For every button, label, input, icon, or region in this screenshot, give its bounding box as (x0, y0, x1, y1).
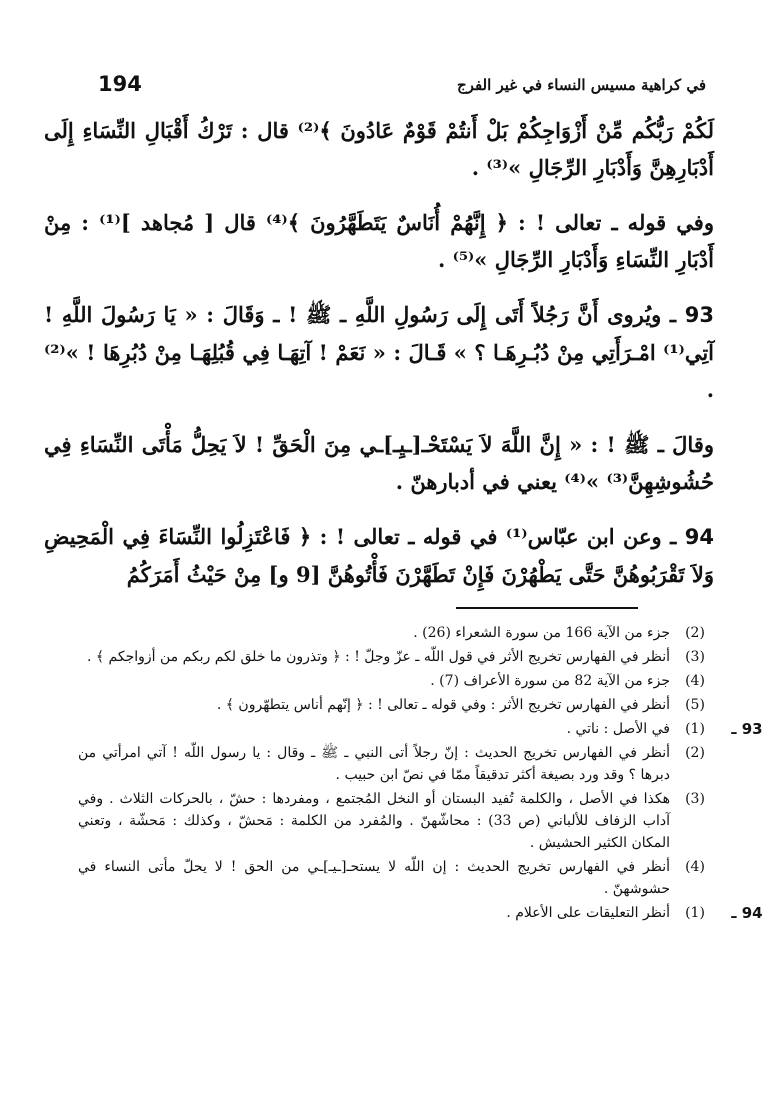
hadith-94 (44, 518, 714, 593)
footnote-group-label: 93 ـ (731, 720, 763, 738)
footnote (78, 646, 714, 668)
footnote-text: جزء من الآية 82 من سورة الأعراف (7) . (430, 673, 670, 689)
paragraph: وقالَ ـ ﷺ ! : « إِنَّ اللَّهَ لاَ يَسْتَحْـ[ـيِـ]ـي مِنَ الْحَقِّ ! لاَ يَحِلُّ مَأْتَى النِّسَاءِ فِي حُشُوشِهِنَّ⁽³⁾ »⁽⁴⁾ يعني في أدبارهنّ . (44, 432, 714, 494)
footnote (78, 670, 714, 692)
footnote (78, 856, 714, 900)
footnote (78, 622, 714, 644)
footnote-number: (4) (685, 673, 705, 689)
footnote-number: (5) (685, 697, 705, 713)
footnote-group-label: 94 ـ (731, 904, 763, 922)
footnote (78, 718, 714, 740)
footnote-number: (2) (685, 745, 705, 761)
page-number: 194 (98, 72, 142, 96)
footnote-divider (456, 607, 638, 609)
page-header (40, 72, 714, 108)
footnote-text: هكذا في الأصل ، والكلمة تُفيد البستان أو النخل المُجتمع ، ومفردها : حشّ ، بالحركات الثلاث . وفي آداب الزفاف للألباني (ص 33) : محاشّهنّ . والمُفرد من الكلمة : مَحشّ ، وكذلك : مَحشّة ، وتعني المكان الكثير الحشيش . (78, 791, 670, 851)
footnote-text: أنظر التعليقات على الأعلام . (506, 905, 670, 921)
hadith-number: 94 (684, 525, 714, 549)
footnote-text: في الأصل : ناتي . (566, 721, 670, 737)
footnote-text: أنظر في الفهارس تخريج الأثر في قول اللّه ـ عزّ وجلّ ! : ﴿ وتذرون ما خلق لكم ربكم من أزواجكم ﴾ . (86, 649, 670, 665)
hadith-text: ـ ويُروى أَنَّ رَجُلاً أَتَى إِلَى رَسُولِ اللَّهِ ـ ﷺ ! ـ وَقَالَ : « يَا رَسُولَ اللَّهِ ! آتِي⁽¹⁾ امْـرَأَتِي مِنْ دُبُـرِهَـا ؟ » قَـالَ : « نَعَمْ ! آتِهَـا فِي قُبُلِهَـا مِنْ دُبُرِهَا ! »⁽²⁾ . (44, 302, 714, 402)
hadith-number: 93 (684, 303, 714, 327)
running-title: في كراهية مسيس النساء في غير الفرج (456, 76, 706, 94)
footnote-number: (3) (685, 649, 705, 665)
footnote-text: أنظر في الفهارس تخريج الحديث : إن اللّه لا يستحـ[ـيـ]ـي من الحق ! لا يحلّ مأتى النساء في حشوشهنّ . (78, 859, 670, 897)
footnote (78, 788, 714, 854)
footnote (78, 694, 714, 716)
footnote-number: (1) (685, 905, 705, 921)
footnotes-previous (78, 622, 714, 716)
hadith-text: ـ وعن ابن عبّاس⁽¹⁾ في قوله ـ تعالى ! : ﴿ فَاعْتَزِلُوا النِّسَاءَ فِي الْمَحِيضِ وَلاَ تَقْرَبُوهُنَّ حَتَّى يَطْهُرْنَ فَإِنْ تَطَهَّرْنَ فَأْتُوهُنَّ [9 و] مِنْ حَيْثُ أَمَرَكُمُ (44, 524, 714, 587)
paragraph: وفي قوله ـ تعالى ! : ﴿ إِنَّهُمْ أُنَاسٌ يَتَطَهَّرُونَ ﴾⁽⁴⁾ قال [ مُجاهد ]⁽¹⁾ : مِنْ أَدْبَارِ النِّسَاءِ وَأَدْبَارِ الرِّجَالِ »⁽⁵⁾ . (44, 210, 714, 272)
footnote-text: أنظر في الفهارس تخريج الأثر : وفي قوله ـ تعالى ! : ﴿ إنّهم أناس يتطهّرون ﴾ . (216, 697, 670, 713)
footnote (78, 902, 714, 924)
footnote (78, 742, 714, 786)
footnotes-hadith-93 (78, 718, 763, 900)
footnote-number: (1) (685, 721, 705, 737)
footnotes (78, 622, 763, 926)
footnote-number: (2) (685, 625, 705, 641)
paragraph: لَكُمْ رَبُّكُم مِّنْ أَزْوَاجِكُمْ بَلْ أَنتُمْ قَوْمٌ عَادُونَ ﴾⁽²⁾ قال : تَرْكُ أَقْبَالِ النِّسَاءِ إِلَى أَدْبَارِهِنَّ وَأَدْبَارِ الرِّجَالِ »⁽³⁾ . (44, 118, 714, 180)
footnote-number: (3) (685, 791, 705, 807)
footnote-number: (4) (685, 859, 705, 875)
hadith-93 (44, 296, 714, 408)
footnotes-hadith-94 (78, 902, 763, 924)
footnote-text: أنظر في الفهارس تخريج الحديث : إنّ رجلاً أتى النبي ـ ﷺ ـ وقال : يا رسول اللّه ! آتي امرأتي من دبرها ؟ وقد ورد بصيغة أكثر تدقيقاً ممّا في نصّ ابن حبيب . (78, 745, 670, 783)
main-text (44, 112, 714, 611)
footnote-text: جزء من الآية 166 من سورة الشعراء (26) . (413, 625, 670, 641)
